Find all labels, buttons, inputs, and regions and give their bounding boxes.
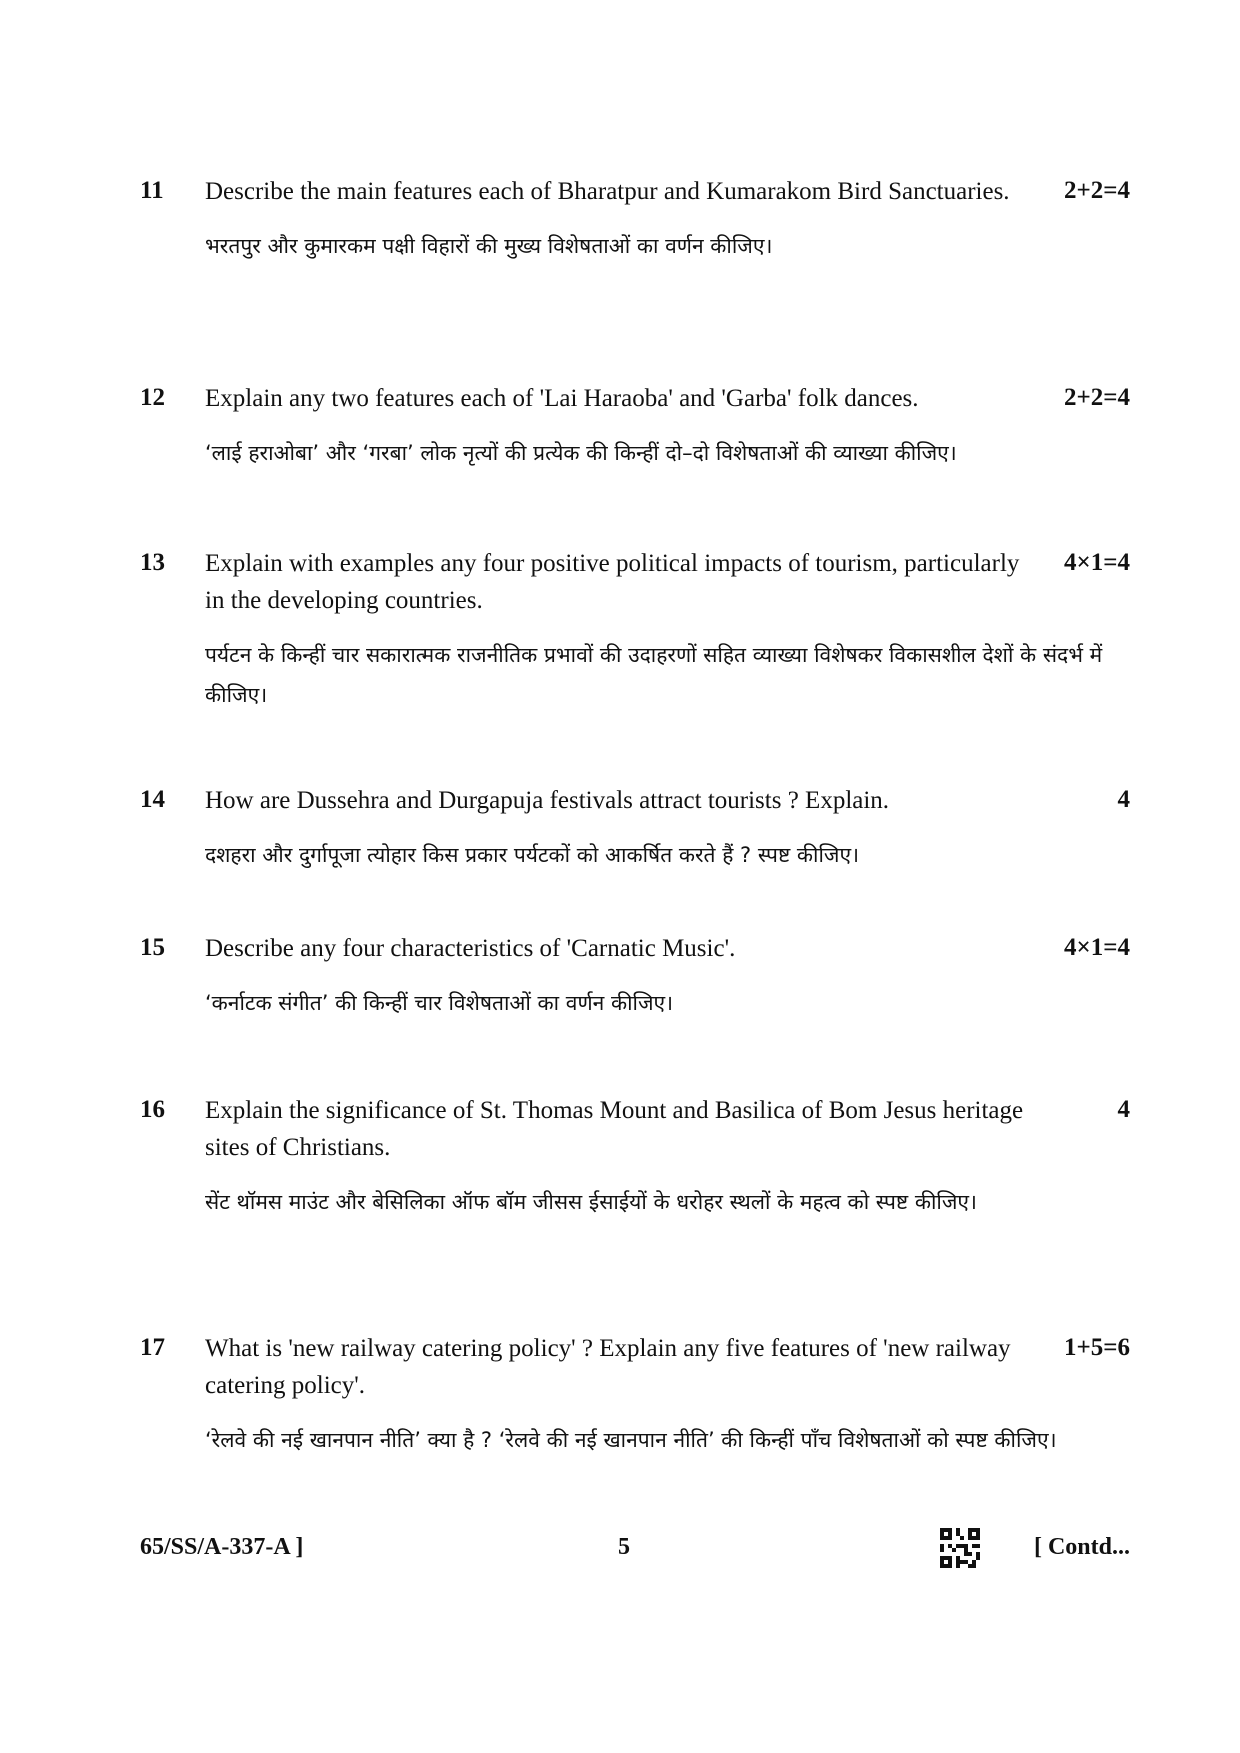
question-text-hindi: पर्यटन के किन्हीं चार सकारात्मक राजनीतिक प्रभावों की उदाहरणों सहित व्याख्या विशेषकर विकासशील देशों के संदर्भ में कीजिए।: [205, 643, 1103, 707]
question-number: 12: [140, 384, 165, 411]
question-marks: 2+2=4: [1064, 177, 1130, 204]
question-number: 13: [140, 549, 165, 576]
question-number: 15: [140, 934, 165, 961]
question-text-hindi: ‘कर्नाटक संगीत’ की किन्हीं चार विशेषताओं का वर्णन कीजिए।: [205, 991, 674, 1015]
question-text-english: How are Dussehra and Durgapuja festivals attract tourists ? Explain.: [205, 787, 890, 814]
question-body: [205, 1092, 1045, 1222]
question-number: 14: [140, 786, 165, 813]
question-body: [205, 930, 1045, 1023]
qr-code-icon: [940, 1528, 980, 1568]
question-number: 11: [140, 177, 164, 204]
question-text-hindi: सेंट थॉमस माउंट और बेसिलिका ऑफ बॉम जीसस ईसाईयों के धरोहर स्थलों के महत्व को स्पष्ट कीजिए।: [205, 1190, 977, 1214]
paper-code: 65/SS/A-337-A ]: [140, 1534, 304, 1560]
question-number: 16: [140, 1096, 165, 1123]
page-number: 5: [618, 1534, 630, 1560]
question-text-english: Describe the main features each of Bharatpur and Kumarakom Bird Sanctuaries.: [205, 178, 1010, 205]
question-body: [205, 380, 1045, 473]
question-body: [205, 173, 1045, 266]
page-footer: [140, 1528, 1130, 1572]
question-text-english: Explain with examples any four positive political impacts of tourism, particularly in the developing countries.: [205, 550, 1020, 614]
question-marks: 4: [1117, 786, 1130, 813]
question-marks: 1+5=6: [1064, 1334, 1130, 1361]
question-body: [205, 782, 1045, 875]
question-text-english: Explain any two features each of 'Lai Haraoba' and 'Garba' folk dances.: [205, 385, 919, 412]
question-marks: 4×1=4: [1064, 934, 1130, 961]
question-text-english: Explain the significance of St. Thomas Mount and Basilica of Bom Jesus heritage sites of Christians.: [205, 1097, 1024, 1161]
question-text-hindi: दशहरा और दुर्गापूजा त्योहार किस प्रकार पर्यटकों को आकर्षित करते हैं ? स्पष्ट कीजिए।: [205, 843, 860, 867]
question-marks: 4: [1117, 1096, 1130, 1123]
question-body: [205, 1330, 1057, 1460]
question-number: 17: [140, 1334, 165, 1361]
question-text-hindi: ‘लाई हराओबा’ और ‘गरबा’ लोक नृत्यों की प्रत्येक की किन्हीं दो–दो विशेषताओं की व्याख्या कीजिए।: [205, 441, 957, 465]
question-marks: 2+2=4: [1064, 384, 1130, 411]
question-text-hindi: ‘रेलवे की नई खानपान नीति’ क्या है ? ‘रेलवे की नई खानपान नीति’ की किन्हीं पाँच विशेषताओं को स्पष्ट कीजिए।: [205, 1428, 1057, 1452]
question-text-english: What is 'new railway catering policy' ? Explain any five features of 'new railway catering policy'.: [205, 1335, 1011, 1399]
continued-label: [ Contd...: [1033, 1534, 1130, 1560]
question-text-hindi: भरतपुर और कुमारकम पक्षी विहारों की मुख्य विशेषताओं का वर्णन कीजिए।: [205, 234, 773, 258]
question-marks: 4×1=4: [1064, 549, 1130, 576]
question-text-english: Describe any four characteristics of 'Carnatic Music'.: [205, 935, 736, 962]
